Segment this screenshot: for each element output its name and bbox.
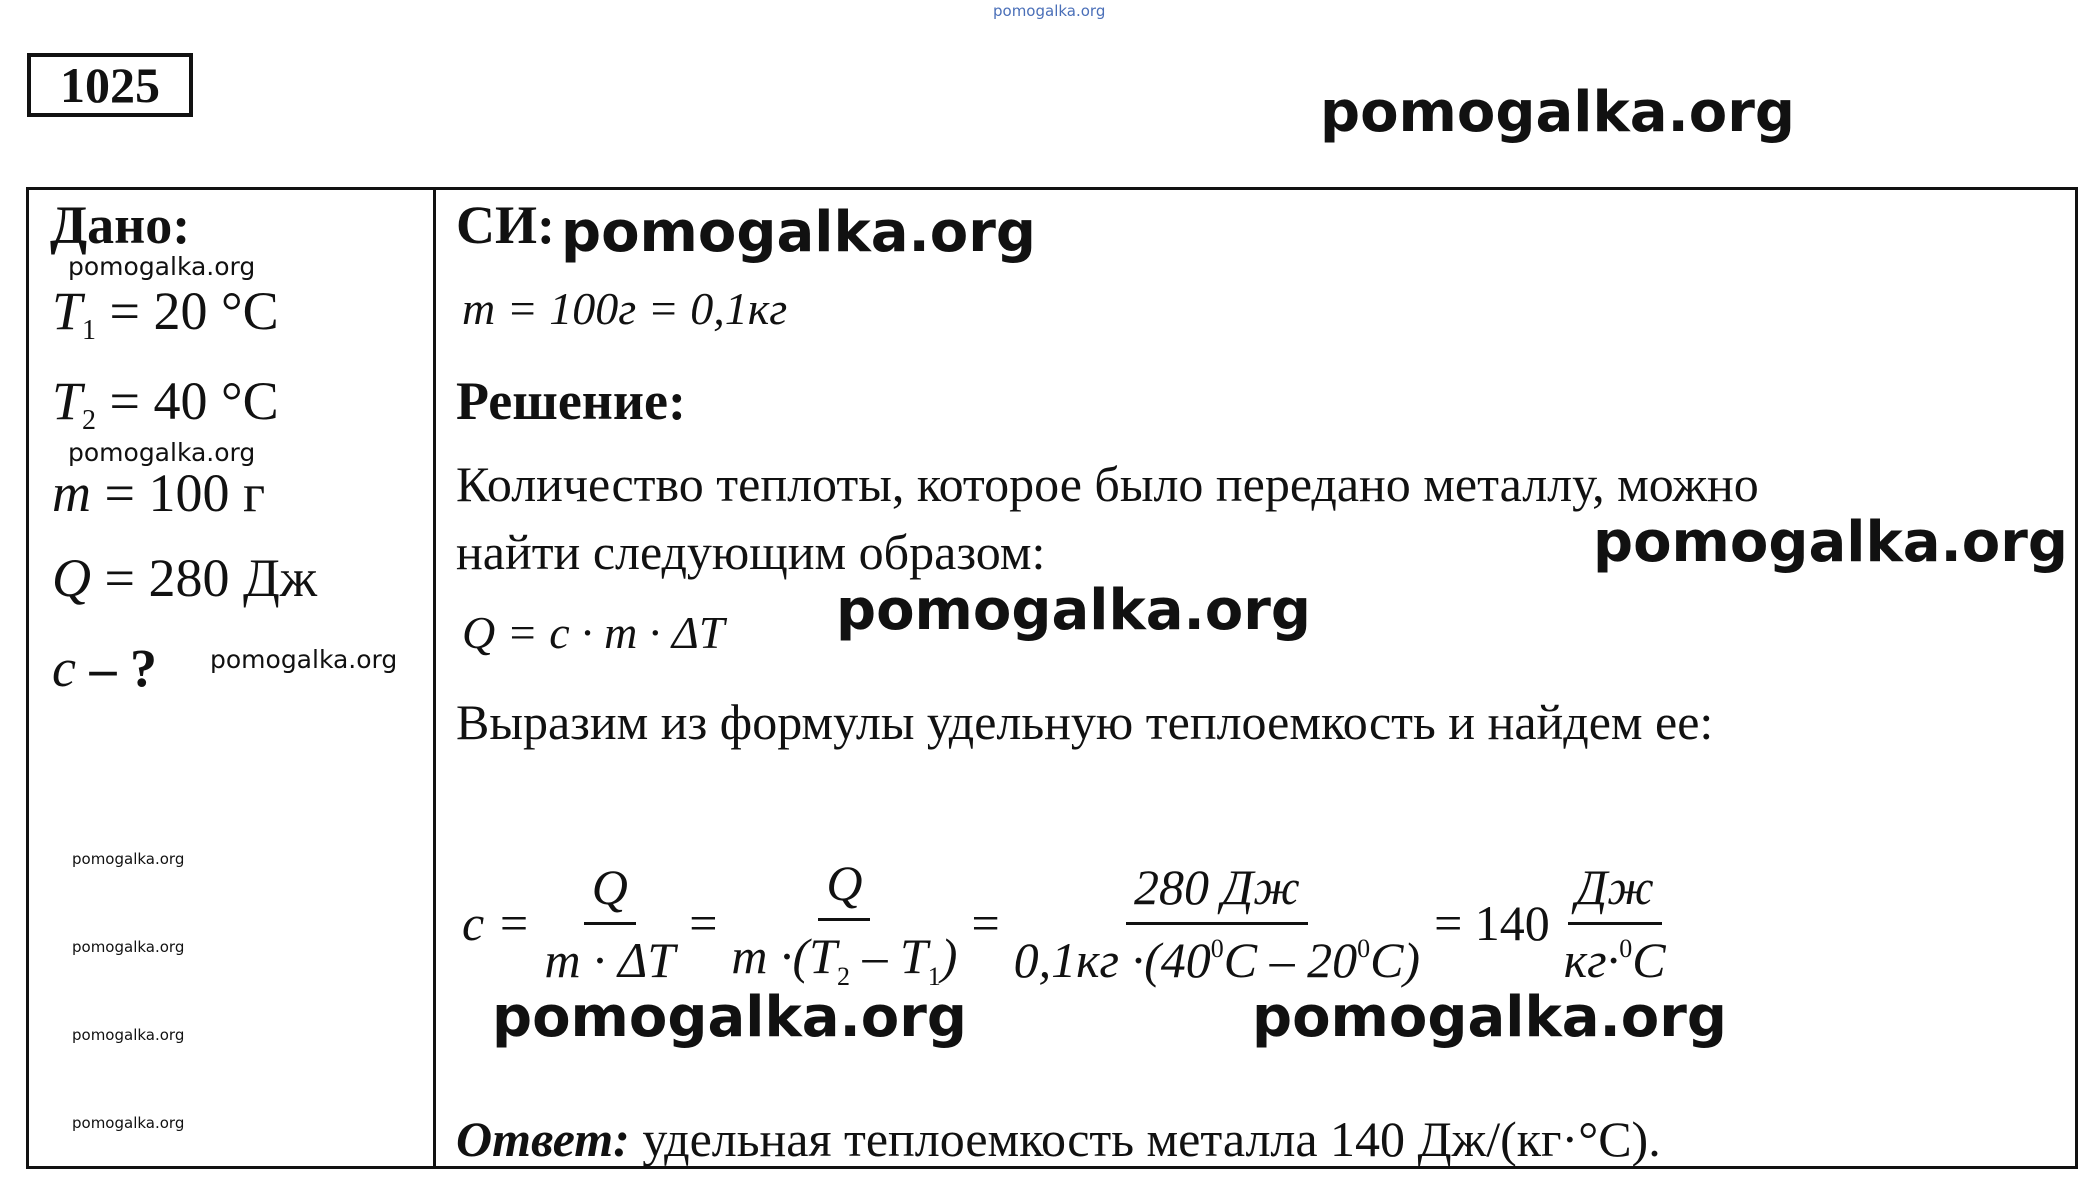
watermark: pomogalka.org bbox=[72, 1026, 185, 1044]
answer-line bbox=[456, 1110, 1661, 1168]
watermark: pomogalka.org bbox=[836, 578, 1311, 643]
solution-text-line-2: найти следующим образом: bbox=[456, 524, 1046, 580]
watermark: pomogalka.org bbox=[1252, 985, 1727, 1050]
fraction-3 bbox=[1006, 858, 1428, 989]
q-value: = 280 Дж bbox=[91, 548, 318, 608]
f3-den-b: (40 bbox=[1144, 931, 1211, 988]
given-title: Дано: bbox=[50, 195, 191, 255]
problem-number-box bbox=[27, 53, 193, 117]
f2-den-a: m · bbox=[731, 928, 793, 984]
fraction-2 bbox=[723, 854, 965, 992]
watermark: pomogalka.org bbox=[210, 645, 398, 674]
f2-den-b: (T bbox=[792, 928, 837, 984]
f4-den-sup: 0 bbox=[1619, 933, 1633, 963]
specific-heat-formula bbox=[462, 855, 1680, 991]
site-watermark-main: pomogalka.org bbox=[1320, 80, 1795, 145]
f2-den-d: ) bbox=[940, 928, 958, 984]
solution-table bbox=[26, 187, 2078, 1169]
find-quantity bbox=[52, 637, 157, 699]
fraction-4-num: Дж bbox=[1568, 858, 1662, 925]
column-divider bbox=[433, 187, 436, 1169]
site-watermark-top: pomogalka.org bbox=[993, 2, 1106, 20]
m-value: = 100 г bbox=[91, 463, 266, 523]
f2-den-c: – T bbox=[849, 928, 928, 984]
fraction-3-den bbox=[1006, 925, 1428, 989]
fraction-1-num: Q bbox=[584, 858, 636, 925]
f4-den-b: C bbox=[1632, 931, 1666, 988]
fraction-4-den bbox=[1556, 925, 1674, 989]
watermark: pomogalka.org bbox=[1593, 510, 2068, 575]
t2-value: = 40 °C bbox=[96, 371, 279, 431]
formula-c: c = bbox=[462, 895, 531, 951]
problem-number: 1025 bbox=[60, 57, 160, 113]
solution-text-line-1: Количество теплоты, которое было передано металлу, можно bbox=[456, 456, 1759, 512]
watermark: pomogalka.org bbox=[68, 438, 256, 467]
watermark: pomogalka.org bbox=[492, 985, 967, 1050]
f3-den-c-sup: 0 bbox=[1357, 933, 1371, 963]
fraction-1 bbox=[536, 858, 683, 989]
watermark: pomogalka.org bbox=[561, 200, 1036, 265]
given-t1 bbox=[52, 280, 279, 347]
f3-den-c: C – 20 bbox=[1223, 931, 1358, 988]
fraction-2-den bbox=[723, 921, 965, 992]
f4-den-a: кг· bbox=[1563, 931, 1620, 988]
equals-1: = bbox=[689, 895, 718, 951]
answer-text: удельная теплоемкость металла 140 Дж/(кг·°С). bbox=[629, 1111, 1661, 1167]
answer-label: Ответ: bbox=[456, 1111, 630, 1167]
t2-symbol: T bbox=[52, 371, 83, 431]
given-mass bbox=[52, 462, 265, 524]
fraction-2-num: Q bbox=[818, 854, 870, 921]
equals-3: = 140 bbox=[1434, 895, 1550, 951]
f2-den-b-sub: 2 bbox=[836, 962, 850, 991]
m-symbol: m bbox=[52, 463, 91, 523]
c-symbol: c bbox=[52, 638, 76, 698]
watermark: pomogalka.org bbox=[72, 1114, 185, 1132]
fraction-1-den: m · ΔT bbox=[544, 931, 676, 988]
given-t2 bbox=[52, 370, 279, 437]
t2-sub: 2 bbox=[82, 405, 97, 436]
solution-text-line-3: Выразим из формулы удельную теплоемкость и найдем ее: bbox=[456, 694, 1714, 750]
watermark: pomogalka.org bbox=[68, 252, 256, 281]
given-heat bbox=[52, 547, 317, 609]
t1-sub: 1 bbox=[82, 315, 97, 346]
q-symbol: Q bbox=[52, 548, 91, 608]
si-conversion: m = 100г = 0,1кг bbox=[462, 283, 788, 334]
equals-2: = bbox=[971, 895, 1000, 951]
f3-den-d: C) bbox=[1370, 931, 1421, 988]
f3-den-b-sup: 0 bbox=[1210, 933, 1224, 963]
t1-value: = 20 °C bbox=[96, 281, 279, 341]
f2-den-c-sub: 1 bbox=[927, 962, 941, 991]
c-value: – ? bbox=[75, 638, 157, 698]
t1-symbol: T bbox=[52, 281, 83, 341]
fraction-3-num: 280 Дж bbox=[1126, 858, 1308, 925]
watermark: pomogalka.org bbox=[72, 850, 185, 868]
fraction-4 bbox=[1556, 858, 1674, 989]
si-title: СИ: bbox=[456, 195, 555, 255]
f3-den-a: 0,1кг · bbox=[1013, 931, 1145, 988]
watermark: pomogalka.org bbox=[72, 938, 185, 956]
solution-title: Решение: bbox=[456, 371, 686, 431]
heat-formula: Q = c · m · ΔT bbox=[462, 607, 725, 658]
